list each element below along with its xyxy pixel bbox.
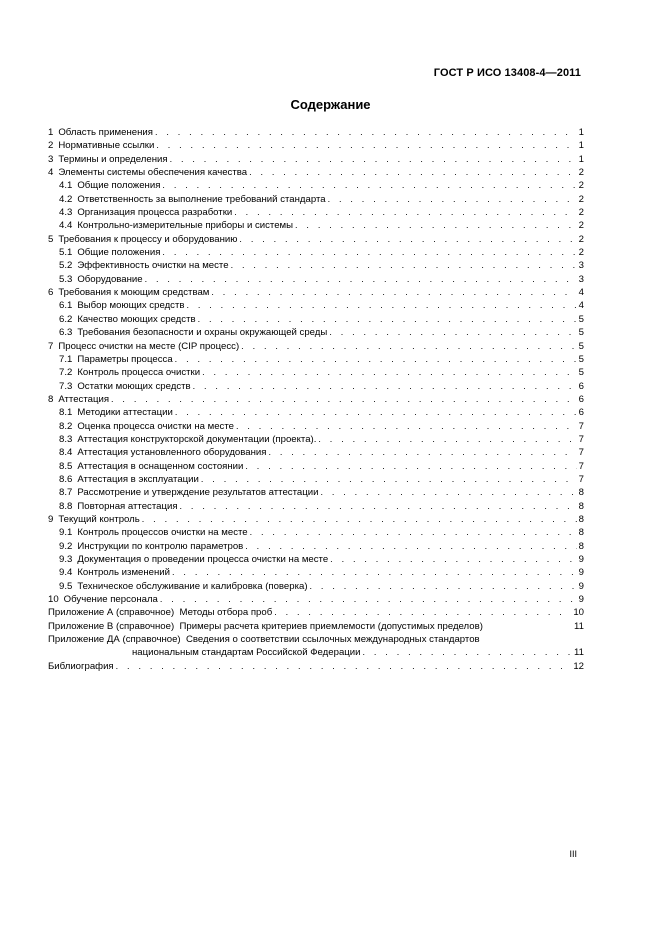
toc-entry-label: Приложение А (справочное): [48, 607, 175, 619]
toc-entry-text: Аттестация установленного оборудования: [77, 447, 267, 459]
leader-dots: [318, 433, 576, 446]
leader-dots: [268, 446, 576, 459]
toc-entry-page: 2: [578, 207, 584, 219]
leader-dots: [160, 593, 577, 606]
leader-dots: [249, 166, 577, 179]
toc-entry[interactable]: [48, 153, 584, 166]
leader-dots: [328, 193, 577, 206]
toc-entry-page: 8: [578, 487, 584, 499]
toc-entry[interactable]: [48, 420, 584, 433]
toc-entry[interactable]: [48, 366, 584, 379]
toc-entry-page: 2: [578, 220, 584, 232]
toc-entry-bibliography[interactable]: [48, 660, 584, 673]
toc-entry-number: 9.3: [59, 554, 73, 565]
toc-entry-page: 8: [578, 500, 584, 512]
toc-entry-text: Текущий контроль: [58, 513, 140, 525]
toc-entry[interactable]: [48, 179, 584, 192]
toc-entry-number: 8.3: [59, 433, 73, 445]
toc-entry-text: Методики аттестации: [77, 407, 173, 419]
toc-entry[interactable]: [48, 299, 584, 312]
leader-dots: [111, 393, 577, 406]
toc-entry[interactable]: [48, 446, 584, 459]
toc-entry-text: Общие положения: [77, 247, 161, 259]
toc-entry-number: 8.2: [59, 420, 73, 432]
leader-dots: [202, 366, 577, 379]
toc-entry-number: 8.6: [59, 473, 73, 485]
toc-entry-page: 5: [578, 340, 584, 352]
toc-entry-text: Аттестация: [58, 393, 110, 405]
toc-entry-page: 3: [578, 273, 584, 285]
leader-dots: [363, 646, 573, 659]
leader-dots: [193, 380, 577, 393]
toc-entry-text: Оборудование: [77, 273, 143, 285]
leader-dots: [142, 513, 577, 526]
leader-dots: [156, 139, 576, 152]
leader-dots: [145, 273, 577, 286]
leader-dots: [155, 126, 577, 139]
toc-entry-number: 7: [48, 340, 54, 352]
toc-entry[interactable]: [48, 286, 584, 299]
toc-entry[interactable]: [48, 566, 584, 579]
toc-entry-number: 7.3: [59, 380, 73, 392]
toc-entry-text: Требования к процессу и оборудованию: [58, 233, 238, 245]
toc-entry-page: 2: [578, 193, 584, 205]
toc-entry-page: 9: [578, 594, 584, 606]
toc-entry-number: 8.1: [59, 407, 73, 419]
toc-entry[interactable]: [48, 580, 584, 593]
leader-dots: [211, 286, 576, 299]
toc-entry-page: 6: [578, 380, 584, 392]
toc-entry-number: 5.1: [59, 247, 73, 259]
toc-entry-number: 9: [48, 513, 54, 525]
leader-dots: [175, 406, 577, 419]
toc-entry-text: Оценка процесса очистки на месте: [77, 420, 234, 432]
toc-entry[interactable]: [48, 273, 584, 286]
toc-entry-annex-da[interactable]: [48, 633, 584, 646]
leader-dots: [180, 500, 577, 513]
toc-entry-page: 1: [578, 127, 584, 138]
toc-entry-text: Контрольно-измерительные приборы и системы: [77, 220, 294, 232]
toc-entry-text: Параметры процесса: [77, 353, 173, 365]
toc-entry-text: Методы отбора проб: [179, 607, 273, 619]
toc-entry[interactable]: [48, 126, 584, 139]
toc-entry-number: 9.2: [59, 540, 73, 552]
toc-entry-page: 7: [578, 420, 584, 432]
toc-entry-page: 7: [578, 473, 584, 485]
toc-entry-number: 5.2: [59, 260, 73, 272]
toc-entry[interactable]: [48, 406, 584, 419]
toc-entry[interactable]: [48, 380, 584, 393]
toc-entry-number: 10: [48, 594, 59, 606]
toc-entry[interactable]: [48, 340, 584, 353]
toc-entry-number: 8.8: [59, 500, 73, 512]
toc-entry-text: Аттестация в эксплуатации: [77, 473, 199, 485]
toc-entry-number: 7.1: [59, 353, 73, 365]
leader-dots: [330, 553, 576, 566]
toc-entry-number: 5.3: [59, 273, 73, 285]
toc-entry-text: Область применения: [58, 127, 153, 138]
toc-entry-text: национальным стандартам Российской Федерации: [132, 647, 361, 659]
leader-dots: [250, 526, 577, 539]
toc-entry-text: Ответственность за выполнение требований стандарта: [77, 193, 326, 205]
toc-entry-text: Контроль процесса очистки: [77, 367, 201, 379]
toc-entry-page: 2: [578, 180, 584, 192]
toc-entry-text: Процесс очистки на месте (CIP процесс): [58, 340, 240, 352]
toc-entry-page: 7: [578, 447, 584, 459]
toc-entry-text: Организация процесса разработки: [77, 207, 233, 219]
toc-entry-text: Термины и определения: [58, 153, 168, 165]
toc-entry[interactable]: [48, 473, 584, 486]
leader-dots: [186, 299, 576, 312]
toc-entry-number: 4.4: [59, 220, 73, 232]
toc-entry-text: Инструкции по контролю параметров: [77, 540, 244, 552]
toc-entry-text: Качество моющих средств: [77, 313, 196, 325]
toc-entry-page: 10: [573, 607, 584, 619]
toc-entry[interactable]: [48, 313, 584, 326]
toc-entry-page: 4: [578, 287, 584, 299]
leader-dots: [295, 219, 577, 232]
toc-entry[interactable]: [48, 593, 584, 606]
toc-entry-page: 11: [574, 647, 584, 659]
toc-entry[interactable]: [48, 139, 584, 152]
toc-entry-label: Приложение ДА (справочное): [48, 634, 181, 646]
toc-entry-page: 2: [578, 167, 584, 179]
toc-entry[interactable]: [48, 166, 584, 179]
leader-dots: [172, 566, 577, 579]
toc-entry-page: 5: [578, 367, 584, 379]
leader-dots: [320, 486, 576, 499]
toc-entry-page: 2: [578, 233, 584, 245]
leader-dots: [170, 153, 577, 166]
page-number: III: [569, 849, 577, 859]
toc-entry-page: 9: [578, 554, 584, 565]
toc-entry-number: 8: [48, 393, 54, 405]
leader-dots: [201, 473, 577, 486]
toc-entry-text: Техническое обслуживание и калибровка (поверка): [77, 580, 308, 592]
toc-entry-number: 9.1: [59, 527, 73, 539]
toc-entry-number: 2: [48, 140, 54, 152]
leader-dots: [198, 313, 577, 326]
toc-entry-number: 5: [48, 233, 54, 245]
toc-entry-text: Выбор моющих средств: [77, 300, 185, 312]
toc-entry-number: 4.1: [59, 180, 73, 192]
toc-entry-page: 7: [578, 460, 584, 472]
toc-entry[interactable]: [48, 433, 584, 446]
toc-entry[interactable]: [48, 486, 584, 499]
toc-entry-page: 9: [578, 567, 584, 579]
leader-dots: [241, 340, 576, 353]
leader-dots: [175, 353, 577, 366]
leader-dots: [310, 580, 577, 593]
toc-entry-page: 5: [578, 327, 584, 339]
toc-entry-text: Обучение персонала: [63, 594, 158, 606]
toc-entry[interactable]: [48, 326, 584, 339]
toc-entry-text: Рассмотрение и утверждение результатов аттестации: [77, 487, 319, 499]
toc-entry-page: 6: [578, 393, 584, 405]
toc-entry-text: Эффективность очистки на месте: [77, 260, 229, 272]
toc-entry-text: Аттестация конструкторской документации (проекта).: [77, 433, 317, 445]
leader-dots: [239, 233, 576, 246]
leader-dots: [231, 259, 577, 272]
toc-entry[interactable]: [48, 526, 584, 539]
toc-entry-text: Нормативные ссылки: [58, 140, 155, 152]
toc-entry-number: 3: [48, 153, 54, 165]
toc-entry-number: 8.7: [59, 487, 73, 499]
leader-dots: [236, 420, 577, 433]
toc-entry[interactable]: [48, 540, 584, 553]
toc-entry-number: 6.2: [59, 313, 73, 325]
toc-entry-label: Приложение В (справочное): [48, 620, 175, 632]
toc-entry[interactable]: [48, 193, 584, 206]
leader-dots: [245, 540, 576, 553]
toc-entry[interactable]: [48, 500, 584, 513]
document-code: ГОСТ Р ИСО 13408-4—2011: [433, 67, 581, 79]
toc-entry-number: 4.2: [59, 193, 73, 205]
toc-entry-page: 5: [578, 313, 584, 325]
toc-entry-number: 7.2: [59, 367, 73, 379]
toc-entry-page: 8: [578, 513, 584, 525]
toc-entry[interactable]: [48, 393, 584, 406]
leader-dots: [274, 606, 571, 619]
toc-entry-page: 12: [573, 660, 584, 672]
toc-entry-page: 2: [578, 247, 584, 259]
toc-entry-page: 4: [578, 300, 584, 312]
toc-entry-page: 3: [578, 260, 584, 272]
page-title: Содержание: [290, 97, 371, 112]
leader-dots: [245, 460, 576, 473]
toc-entry-annex-b[interactable]: [48, 620, 584, 633]
toc-entry[interactable]: [48, 353, 584, 366]
toc-entry-text: Контроль процессов очистки на месте: [77, 527, 248, 539]
toc-entry[interactable]: [48, 233, 584, 246]
toc-entry-number: 8.5: [59, 460, 73, 472]
toc-entry-number: 6.1: [59, 300, 73, 312]
toc-entry-number: 8.4: [59, 447, 73, 459]
toc-entry-page: 8: [578, 527, 584, 539]
toc-entry-page: 9: [578, 580, 584, 592]
toc-entry-text: Требования безопасности и охраны окружающей среды: [77, 327, 328, 339]
toc-entry-page: 6: [578, 407, 584, 419]
toc-entry-text: Требования к моющим средствам: [58, 287, 210, 299]
toc-entry[interactable]: [48, 246, 584, 259]
toc-entry-annex-da-continuation[interactable]: [48, 646, 584, 659]
toc-entry-number: 1: [48, 127, 54, 138]
toc-entry-page: 7: [578, 433, 584, 445]
toc-entry-text: Аттестация в оснащенном состоянии: [77, 460, 244, 472]
leader-dots: [329, 326, 576, 339]
toc-entry-text: Общие положения: [77, 180, 161, 192]
toc-entry-number: 4: [48, 167, 54, 179]
toc-entry-number: 4.3: [59, 207, 73, 219]
toc-entry-text: Остатки моющих средств: [77, 380, 191, 392]
toc-entry-text: Документация о проведении процесса очистки на месте: [77, 554, 329, 565]
leader-dots: [162, 179, 576, 192]
leader-dots: [162, 246, 576, 259]
toc-entry-page: 1: [578, 140, 584, 152]
toc-entry-number: 9.4: [59, 567, 73, 579]
toc-entry-page: 1: [578, 153, 584, 165]
toc-entry-page: 11: [574, 620, 584, 632]
toc-entry-annex-a[interactable]: [48, 606, 584, 619]
toc-entry[interactable]: [48, 460, 584, 473]
toc-entry-text: Элементы системы обеспечения качества: [58, 167, 248, 179]
toc-entry[interactable]: [48, 206, 584, 219]
toc-entry-number: 6: [48, 287, 54, 299]
toc-entry-number: 9.5: [59, 580, 73, 592]
toc-entry-page: 8: [578, 540, 584, 552]
toc-entry-number: 6.3: [59, 327, 73, 339]
toc-entry-text: Контроль изменений: [77, 567, 171, 579]
toc-entry-label: Библиография: [48, 660, 114, 672]
toc-entry-text: Повторная аттестация: [77, 500, 178, 512]
table-of-contents: [48, 126, 584, 673]
toc-entry[interactable]: [48, 513, 584, 526]
leader-dots: [234, 206, 576, 219]
toc-entry[interactable]: [48, 259, 584, 272]
toc-entry-text: Примеры расчета критериев приемлемости (допустимых пределов): [179, 620, 483, 632]
toc-entry-text: Сведения о соответствии ссылочных международных стандартов: [185, 634, 480, 646]
toc-entry[interactable]: [48, 219, 584, 232]
leader-dots: [116, 660, 572, 673]
toc-entry-page: 5: [578, 353, 584, 365]
toc-entry[interactable]: [48, 553, 584, 566]
